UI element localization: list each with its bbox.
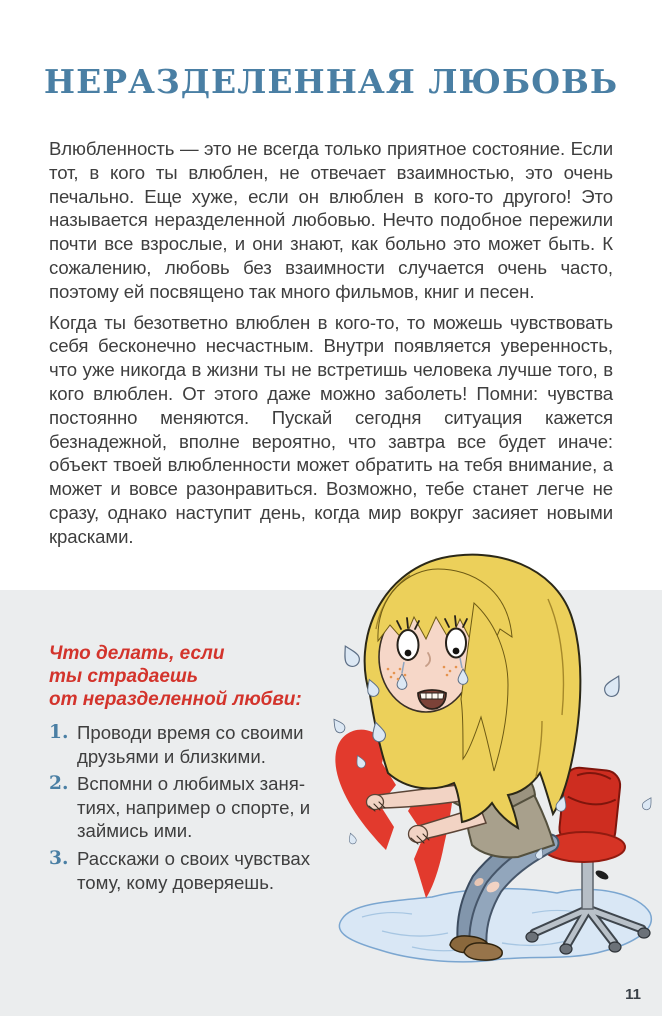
tips-heading-line-2: ты страдаешь — [49, 666, 199, 687]
list-item — [49, 847, 317, 894]
tips-heading — [49, 642, 302, 711]
item-text: Расскажи о своих чувствах тому, кому доверяешь. — [77, 847, 311, 893]
item-number: 3. — [49, 847, 69, 869]
page-number: 11 — [625, 986, 641, 1003]
body-paragraph-1: Влюбленность — это не всегда только приятное состояние. Если тот, в кого ты влюблен, не отвечает взаимностью, это очень печально. Еще хуже, если он влюблен в кого-то другого! Это называется неразделенной любовью. Нечто подобное пережили почти все взрослые, и они знают, как больно это может быть. К сожалению, любовь без взаимности случается очень часто, поэтому ей посвящено так много фильмов, книг и песен. — [49, 138, 613, 302]
tips-heading-line-3: от неразделенной любви: — [49, 689, 302, 710]
list-item — [49, 721, 317, 768]
page-title: НЕРАЗДЕЛЕННАЯ ЛЮБОВЬ — [43, 62, 619, 101]
girl-head — [365, 555, 581, 828]
list-item — [49, 772, 317, 843]
tips-heading-line-1: Что делать, если — [49, 643, 225, 664]
body-paragraph-2: Когда ты безответно влюблен в кого-то, то можешь чувствовать себя бесконечно несчастным. Внутри появляется уверенность, что уже никогда в жизни ты не встретишь человека лучше того, в кого влюблен. От этого даже можно заболеть! Помни: чувства постоянно меняются. Пускай сегодня ситуация кажется безнадежной, вполне вероятно, что завтра все будет иначе: объект твоей влюбленности может обратить на тебя внимание, а может и вовсе разонравиться. Возможно, тебе станет легче не сразу, однако наступит день, когда мир вокруг засияет новыми красками. — [49, 311, 613, 547]
item-number: 1. — [49, 722, 69, 743]
item-number: 2. — [49, 773, 69, 795]
tips-list — [49, 721, 317, 898]
crying-girl-illustration — [322, 545, 662, 965]
article-body — [49, 137, 613, 556]
item-text: Проводи время со своими друзьями и близкими. — [77, 722, 304, 767]
item-text: Вспомни о любимых занятиях, например о спорте, и займись ими. — [77, 773, 311, 842]
